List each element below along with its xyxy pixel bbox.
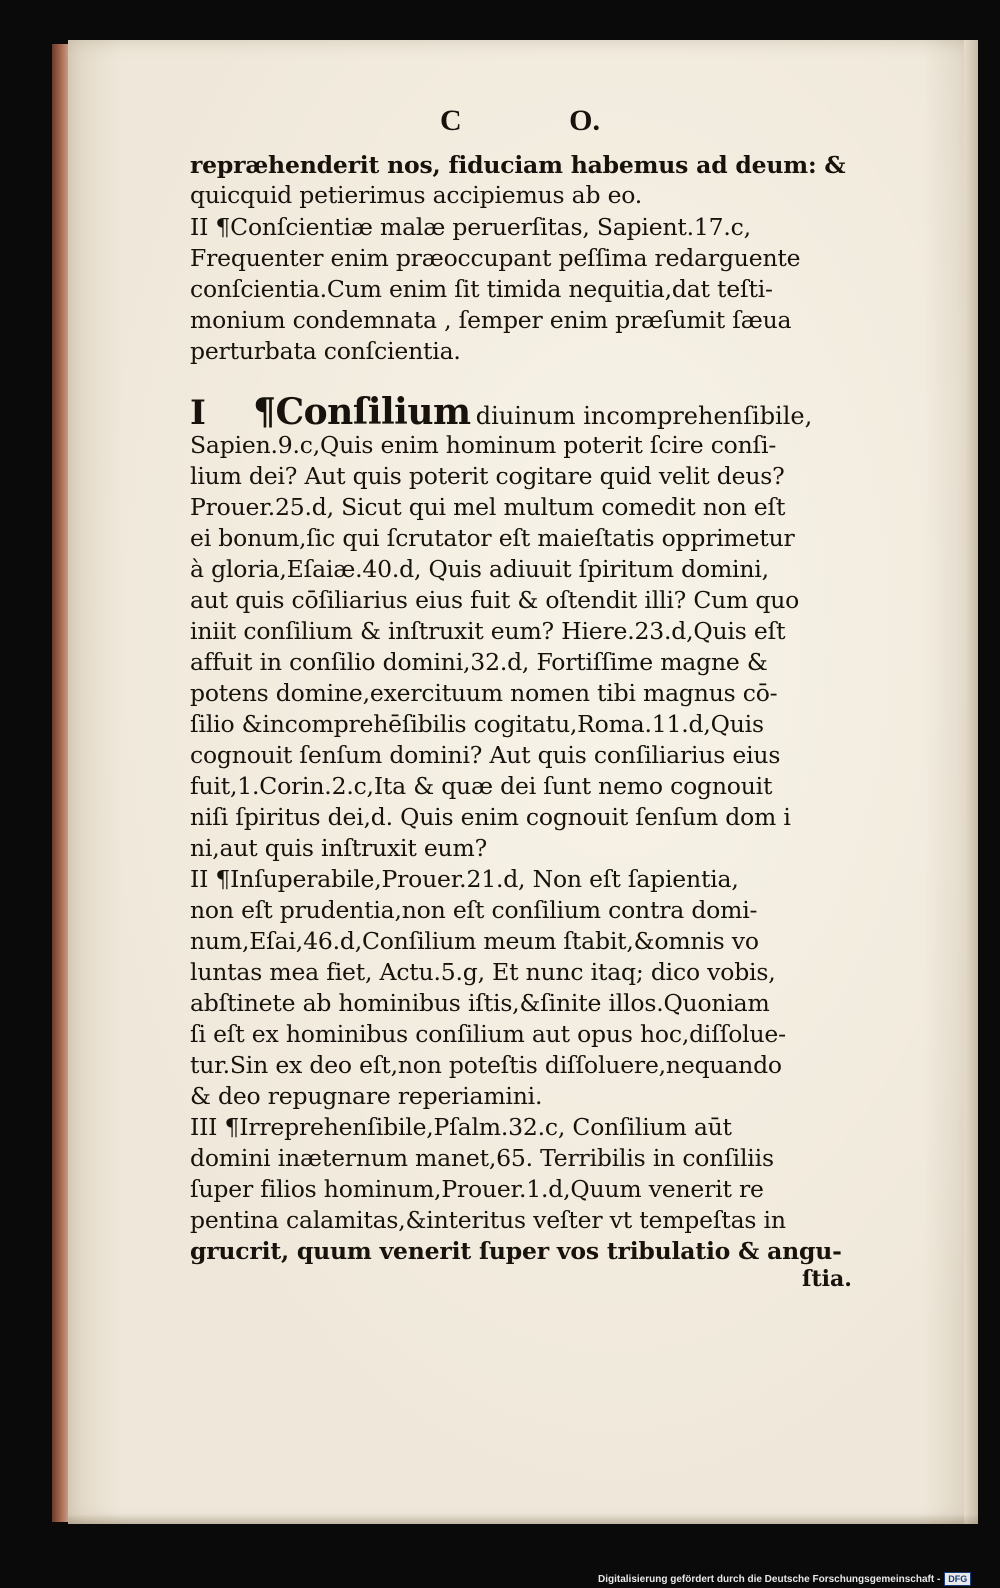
- text-line: tur.Sin ex deo eſt,non poteſtis diſſoluere,nequando: [190, 1051, 782, 1079]
- text-line: III ¶Irreprehenſibile,Pſalm.32.c, Conſilium aūt: [190, 1113, 732, 1141]
- text-line: & deo repugnare reperiamini.: [190, 1082, 543, 1110]
- text-line: num,Eſai,46.d,Conſilium meum ſtabit,&omnis vo: [190, 927, 759, 955]
- text-line: potens domine,exercituum nomen tibi magnus cō-: [190, 679, 778, 707]
- text-line: luntas mea fiet, Actu.5.g, Et nunc itaq; dico vobis,: [190, 958, 776, 986]
- text-line: fuit,1.Corin.2.c,Ita & quæ dei ſunt nemo cognouit: [190, 772, 773, 800]
- heading-rest: diuinum incomprehenſibile,: [475, 402, 813, 430]
- digitization-footer: [598, 1572, 971, 1586]
- text-line: grucrit, quum venerit ſuper vos tribulatio & angu-: [190, 1237, 842, 1265]
- text-line: II ¶Inſuperabile,Prouer.21.d, Non eſt ſapientia,: [190, 865, 739, 893]
- text-line: pentina calamitas,&interitus veſter vt tempeſtas in: [190, 1206, 786, 1234]
- footer-credit: Digitalisierung gefördert durch die Deutsche Forschungsgemeinschaft -: [598, 1573, 941, 1585]
- text-line: non eſt prudentia,non eſt conſilium contra domi-: [190, 896, 758, 924]
- text-line: Prouer.25.d, Sicut qui mel multum comedit non eſt: [190, 493, 786, 521]
- text-line: aut quis cōſiliarius eius fuit & oſtendit illi? Cum quo: [190, 586, 800, 614]
- text-line: abſtinete ab hominibus iſtis,&ſinite illos.Quoniam: [190, 989, 770, 1017]
- text-line: niſi ſpiritus dei,d. Quis enim cognouit ſenſum dom i: [190, 803, 791, 831]
- page-edge: [964, 40, 978, 1524]
- text-line: lium dei? Aut quis poterit cogitare quid velit deus?: [190, 462, 785, 490]
- catchword: ſtia.: [802, 1266, 852, 1292]
- text-line: à gloria,Eſaiæ.40.d, Quis adiuuit ſpiritum domini,: [190, 555, 769, 583]
- text-line: monium condemnata , ſemper enim præſumit ſæua: [190, 306, 792, 334]
- heading-word: ¶Conſilium: [253, 391, 471, 433]
- page-shadow: [68, 1514, 978, 1524]
- heading-number: I: [190, 393, 206, 433]
- text-line: Frequenter enim præoccupant peſſima redarguente: [190, 244, 801, 272]
- text-line: repræhenderit nos, fiduciam habemus ad deum: &: [190, 151, 846, 179]
- text-line: perturbata conſcientia.: [190, 337, 461, 365]
- text-line: cognouit ſenſum domini? Aut quis conſiliarius eius: [190, 741, 781, 769]
- text-line: ei bonum,ſic qui ſcrutator eſt maieſtatis opprimetur: [190, 524, 795, 552]
- text-line: affuit in conſilio domini,32.d, Fortiſſime magne &: [190, 648, 768, 676]
- text-line: ſilio &incomprehēſibilis cogitatu,Roma.11.d,Quis: [190, 710, 764, 738]
- text-line: quicquid petierimus accipiemus ab eo.: [190, 181, 643, 209]
- text-line: conſcientia.Cum enim ſit timida nequitia,dat teſti-: [190, 275, 773, 303]
- signature-mark-left: C: [440, 104, 462, 137]
- text-line: iniit conſilium & inſtruxit eum? Hiere.23.d,Quis eſt: [190, 617, 786, 645]
- running-head: [440, 104, 600, 138]
- text-line: ſi eſt ex hominibus conſilium aut opus hoc,diſſolue-: [190, 1020, 786, 1048]
- text-line: II ¶Conſcientiæ malæ peruerſitas, Sapient.17.c,: [190, 213, 751, 241]
- text-line: ni,aut quis inſtruxit eum?: [190, 834, 487, 862]
- text-line: Sapien.9.c,Quis enim hominum poterit ſcire conſi-: [190, 431, 777, 459]
- dfg-logo: DFG: [944, 1572, 971, 1586]
- text-line: domini inæternum manet,65. Terribilis in conſiliis: [190, 1144, 774, 1172]
- signature-mark-right: O.: [569, 104, 600, 137]
- text-line: ſuper filios hominum,Prouer.1.d,Quum venerit re: [190, 1175, 764, 1203]
